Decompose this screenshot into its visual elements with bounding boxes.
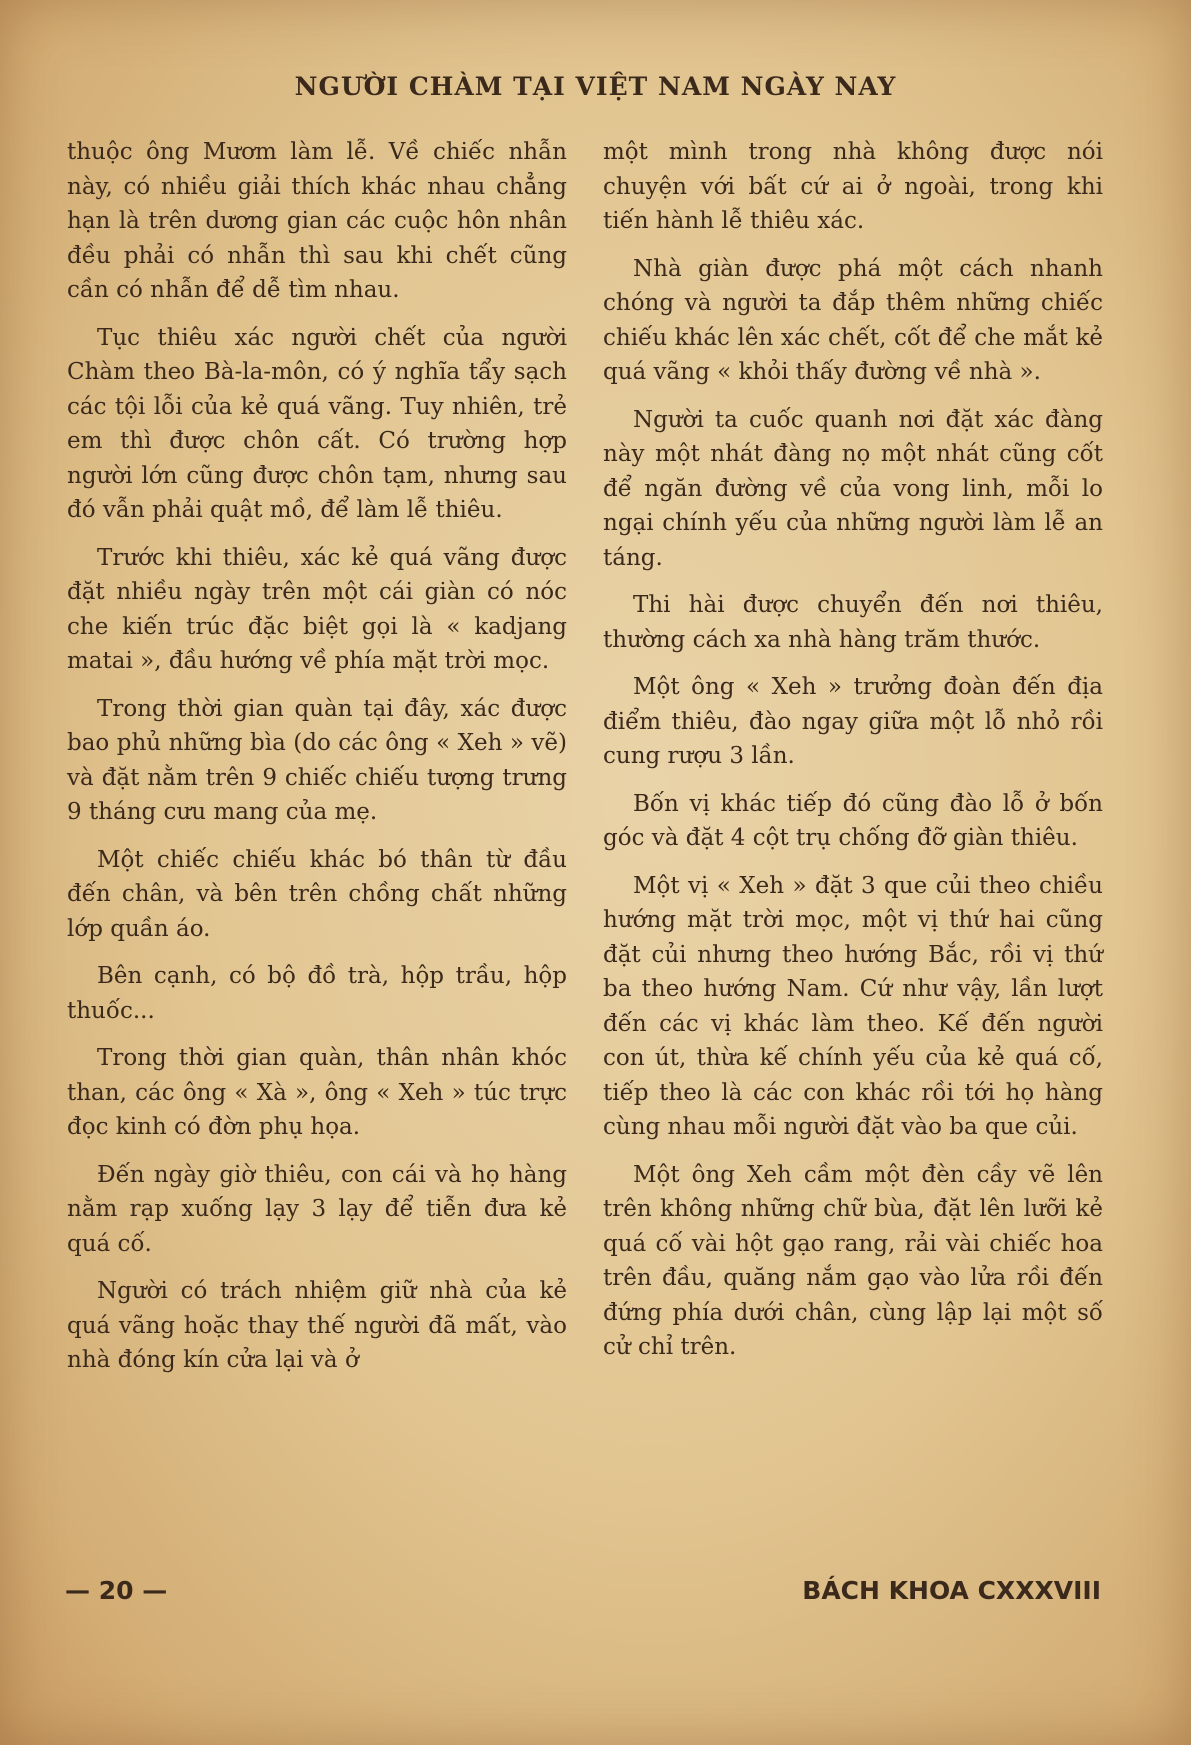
paragraph: Bốn vị khác tiếp đó cũng đào lỗ ở bốn góc và đặt 4 cột trụ chống đỡ giàn thiêu. xyxy=(603,790,1103,851)
paragraph: Nhà giàn được phá một cách nhanh chóng và người ta đắp thêm những chiếc chiếu khác lên xác chết, cốt để che mắt kẻ quá vãng « khỏi thấy đường về nhà ». xyxy=(603,255,1103,385)
paragraph: một mình trong nhà không được nói chuyện với bất cứ ai ở ngoài, trong khi tiến hành lễ thiêu xác. xyxy=(603,139,1103,234)
magazine-issue: BÁCH KHOA CXXXVIII xyxy=(802,1576,1101,1605)
paragraph: Người có trách nhiệm giữ nhà của kẻ quá vãng hoặc thay thế người đã mất, vào nhà đóng kín cửa lại và ở xyxy=(67,1278,567,1373)
paragraph: Thi hài được chuyển đến nơi thiêu, thường cách xa nhà hàng trăm thước. xyxy=(603,592,1103,653)
right-column xyxy=(603,135,1103,1378)
paragraph: Một vị « Xeh » đặt 3 que củi theo chiều hướng mặt trời mọc, một vị thứ hai cũng đặt củi nhưng theo hướng Bắc, rồi vị thứ ba theo hướng Nam. Cứ như vậy, lần lượt đến các vị khác làm theo. Kế đến người con út, thừa kế chính yếu của kẻ quá cố, tiếp theo là các con khác rồi tới họ hàng cùng nhau mỗi người đặt vào ba que củi. xyxy=(603,872,1103,1140)
paragraph: Đến ngày giờ thiêu, con cái và họ hàng nằm rạp xuống lạy 3 lạy để tiễn đưa kẻ quá cố. xyxy=(67,1161,567,1257)
paragraph: Một ông « Xeh » trưởng đoàn đến địa điểm thiêu, đào ngay giữa một lỗ nhỏ rồi cung rượu 3 lần. xyxy=(603,674,1103,769)
paragraph: Người ta cuốc quanh nơi đặt xác đàng này một nhát đàng nọ một nhát cũng cốt để ngăn đường về của vong linh, mỗi lo ngại chính yếu của những người làm lễ an táng. xyxy=(603,406,1103,571)
paragraph: thuộc ông Mươm làm lễ. Về chiếc nhẫn này, có nhiều giải thích khác nhau chẳng hạn là trên dương gian các cuộc hôn nhân đều phải có nhẫn thì sau khi chết cũng cần có nhẫn để dễ tìm nhau. xyxy=(67,139,567,303)
page-number: — 20 — xyxy=(65,1576,168,1605)
paragraph: Tục thiêu xác người chết của người Chàm theo Bà-la-môn, có ý nghĩa tẩy sạch các tội lỗi của kẻ quá vãng. Tuy nhiên, trẻ em thì được chôn cất. Có trường hợp người lớn cũng được chôn tạm, nhưng sau đó vẫn phải quật mồ, để làm lễ thiêu. xyxy=(67,324,567,523)
paragraph: Một ông Xeh cầm một đèn cầy vẽ lên trên không những chữ bùa, đặt lên lưỡi kẻ quá cố vài hột gạo rang, rải vài chiếc hoa trên đầu, quăng nắm gạo vào lửa rồi đến đứng phía dưới chân, cùng lập lại một số cử chỉ trên. xyxy=(603,1161,1103,1360)
paragraph: Trong thời gian quàn, thân nhân khóc than, các ông « Xà », ông « Xeh » túc trực đọc kinh có đờn phụ họa. xyxy=(67,1045,567,1140)
paragraph: Bên cạnh, có bộ đồ trà, hộp trầu, hộp thuốc... xyxy=(67,963,567,1024)
paragraph: Trong thời gian quàn tại đây, xác được bao phủ những bìa (do các ông « Xeh » vẽ) và đặt nằm trên 9 chiếc chiếu tượng trưng 9 tháng cưu mang của mẹ. xyxy=(67,695,567,825)
page-footer xyxy=(0,1576,1191,1616)
paragraph: Trước khi thiêu, xác kẻ quá vãng được đặt nhiều ngày trên một cái giàn có nóc che kiến trúc đặc biệt gọi là « kadjang matai », đầu hướng về phía mặt trời mọc. xyxy=(67,544,567,674)
paragraph: Một chiếc chiếu khác bó thân từ đầu đến chân, và bên trên chồng chất những lớp quần áo. xyxy=(67,846,567,942)
left-column xyxy=(67,135,567,1391)
running-title: NGƯỜI CHÀM TẠI VIỆT NAM NGÀY NAY xyxy=(294,72,897,101)
